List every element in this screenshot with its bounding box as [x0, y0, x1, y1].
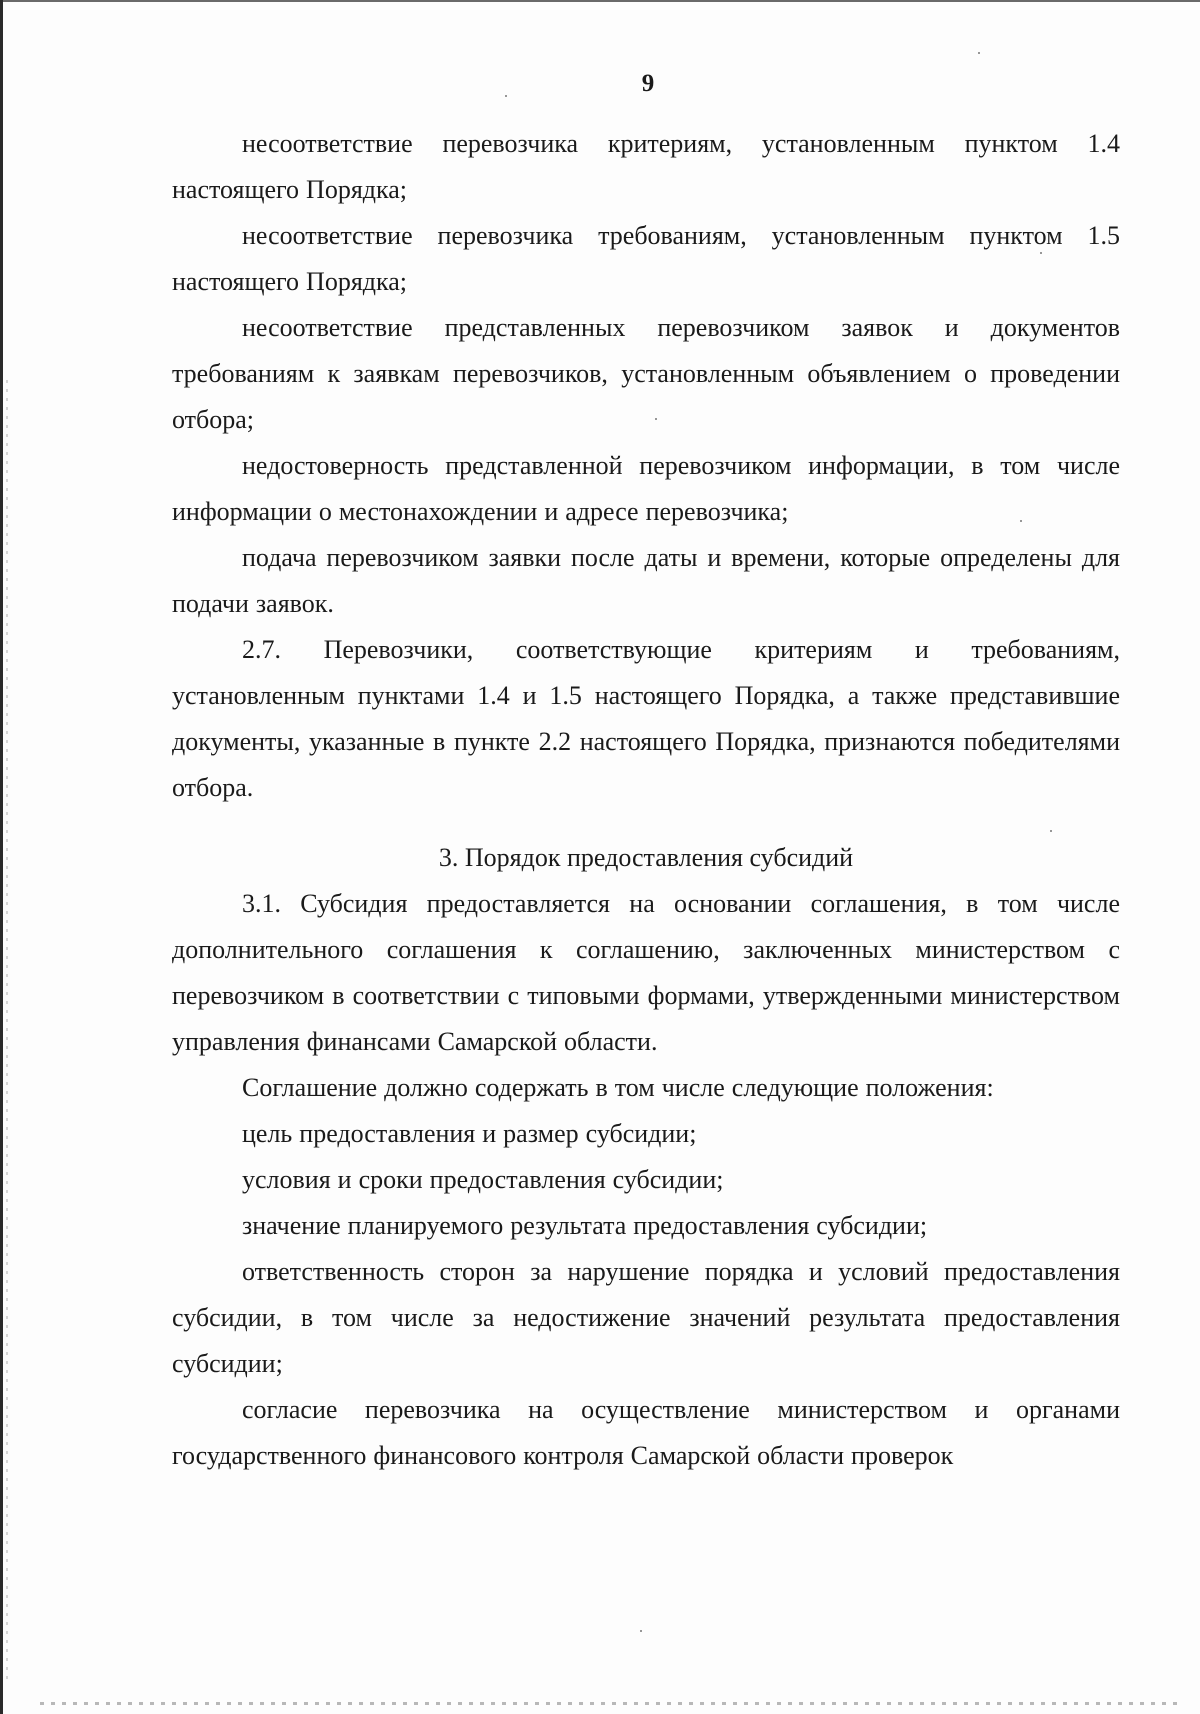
- paragraph: 3.1. Субсидия предоставляется на основании соглашения, в том числе дополнительного соглашения к соглашению, заключенных министерством с перевозчиком в соответствии с типовыми формами, утвержденными министерством управления финансами Самарской области.: [172, 889, 1120, 1056]
- paragraph: недостоверность представленной перевозчиком информации, в том числе информации о местонахождении и адресе перевозчика;: [172, 451, 1120, 526]
- paragraph: условия и сроки предоставления субсидии;: [242, 1165, 724, 1194]
- scan-edge-top: [0, 0, 1200, 2]
- paragraph: 2.7. Перевозчики, соответствующие критериям и требованиям, установленным пунктами 1.4 и 1.5 настоящего Порядка, а также представившие документы, указанные в пункте 2.2 настоящего Порядка, признаются победителями отбора.: [172, 635, 1120, 802]
- paragraph: подача перевозчиком заявки после даты и времени, которые определены для подачи заявок.: [172, 543, 1120, 618]
- paragraph: ответственность сторон за нарушение порядка и условий предоставления субсидии, в том числе за недостижение значений результата предоставления субсидии;: [172, 1257, 1120, 1378]
- scan-speck: [978, 52, 980, 54]
- paragraph: несоответствие представленных перевозчиком заявок и документов требованиям к заявкам перевозчиков, установленным объявлением о проведении отбора;: [172, 313, 1120, 434]
- paragraph: несоответствие перевозчика требованиям, установленным пунктом 1.5 настоящего Порядка;: [172, 221, 1120, 296]
- scan-noise-left: [6, 380, 8, 1680]
- paragraph: цель предоставления и размер субсидии;: [242, 1119, 697, 1148]
- scan-speck: [640, 1630, 642, 1632]
- paragraph: значение планируемого результата предоставления субсидии;: [242, 1211, 928, 1240]
- scan-noise-bottom: [40, 1702, 1180, 1705]
- paragraph: согласие перевозчика на осуществление министерством и органами государственного финансового контроля Самарской области проверок: [172, 1395, 1120, 1470]
- page-number: 9: [641, 70, 655, 97]
- paragraph: Соглашение должно содержать в том числе следующие положения:: [242, 1073, 994, 1102]
- section-heading: 3. Порядок предоставления субсидий: [438, 843, 854, 872]
- document-body: [172, 121, 1120, 1479]
- scan-edge-left: [0, 0, 3, 1714]
- paragraph: несоответствие перевозчика критериям, установленным пунктом 1.4 настоящего Порядка;: [172, 129, 1120, 204]
